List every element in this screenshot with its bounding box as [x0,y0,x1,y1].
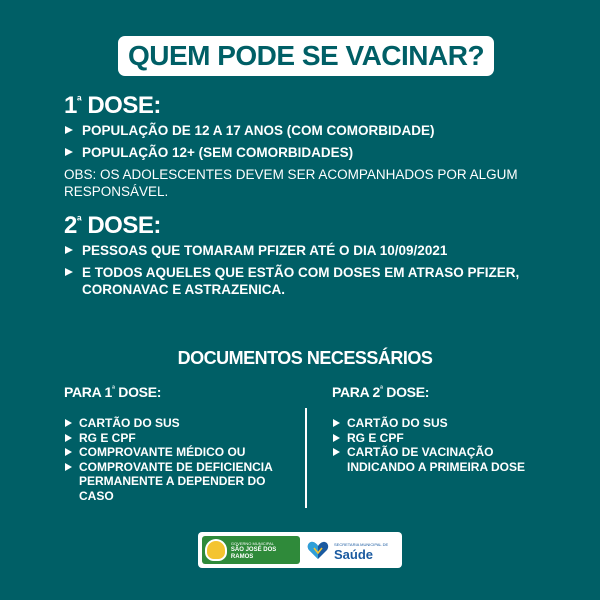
gov-name: SÃO JOSÉ DOS RAMOS [230,546,277,560]
list-item: CARTÃO DO SUS [64,416,300,431]
footer-logos [198,532,402,568]
col1-list [64,416,300,503]
list-item: CARTÃO DO SUS [332,416,532,431]
list-item: RG E CPF [332,431,532,446]
saude-name: Saúde [334,547,374,562]
list-item: CARTÃO DE VACINAÇÃO INDICANDO A PRIMEIRA DOSE [332,445,532,474]
saude-logo [306,538,388,562]
heart-icon [306,538,330,562]
dose1-heading: $1^ª$ DOSE: [64,92,161,119]
list-item: RG E CPF [64,431,300,446]
saude-small-text: SECRETARIA MUNICIPAL DE [334,542,389,547]
list-item: POPULAÇÃO DE 12 A 17 ANOS (COM COMORBIDADE) [64,122,544,139]
list-item: COMPROVANTE MÉDICO OU [64,445,300,460]
title-banner [118,36,494,76]
gov-small-text: GOVERNO MUNICIPAL [230,540,274,546]
documents-title: DOCUMENTOS NECESSÁRIOS [177,348,433,368]
page-title: QUEM PODE SE VACINAR? [127,40,485,71]
dose2-list [64,242,534,303]
list-item: E TODOS AQUELES QUE ESTÃO COM DOSES EM ATRASO PFIZER, CORONAVAC E ASTRAZENICA. [64,264,534,298]
gov-logo [202,536,300,564]
column-divider [305,408,307,508]
dose2-heading: $2^ª$ DOSE: [64,212,161,239]
list-item: PESSOAS QUE TOMARAM PFIZER ATÉ O DIA 10/09/2021 [64,242,534,259]
crest-icon [205,539,227,561]
col1-heading: PARA $1^ª$ DOSE: [64,384,162,400]
col2-heading: PARA $2^ª$ DOSE: [332,384,430,400]
list-item: POPULAÇÃO 12+ (SEM COMORBIDADES) [64,144,544,161]
dose1-list [64,122,544,166]
list-item: COMPROVANTE DE DEFICIENCIA PERMANENTE A DEPENDER DO CASO [64,460,300,504]
col2-list [332,416,532,474]
dose1-obs: OBS: OS ADOLESCENTES DEVEM SER ACOMPANHADOS POR ALGUM RESPONSÁVEL. [64,167,518,199]
